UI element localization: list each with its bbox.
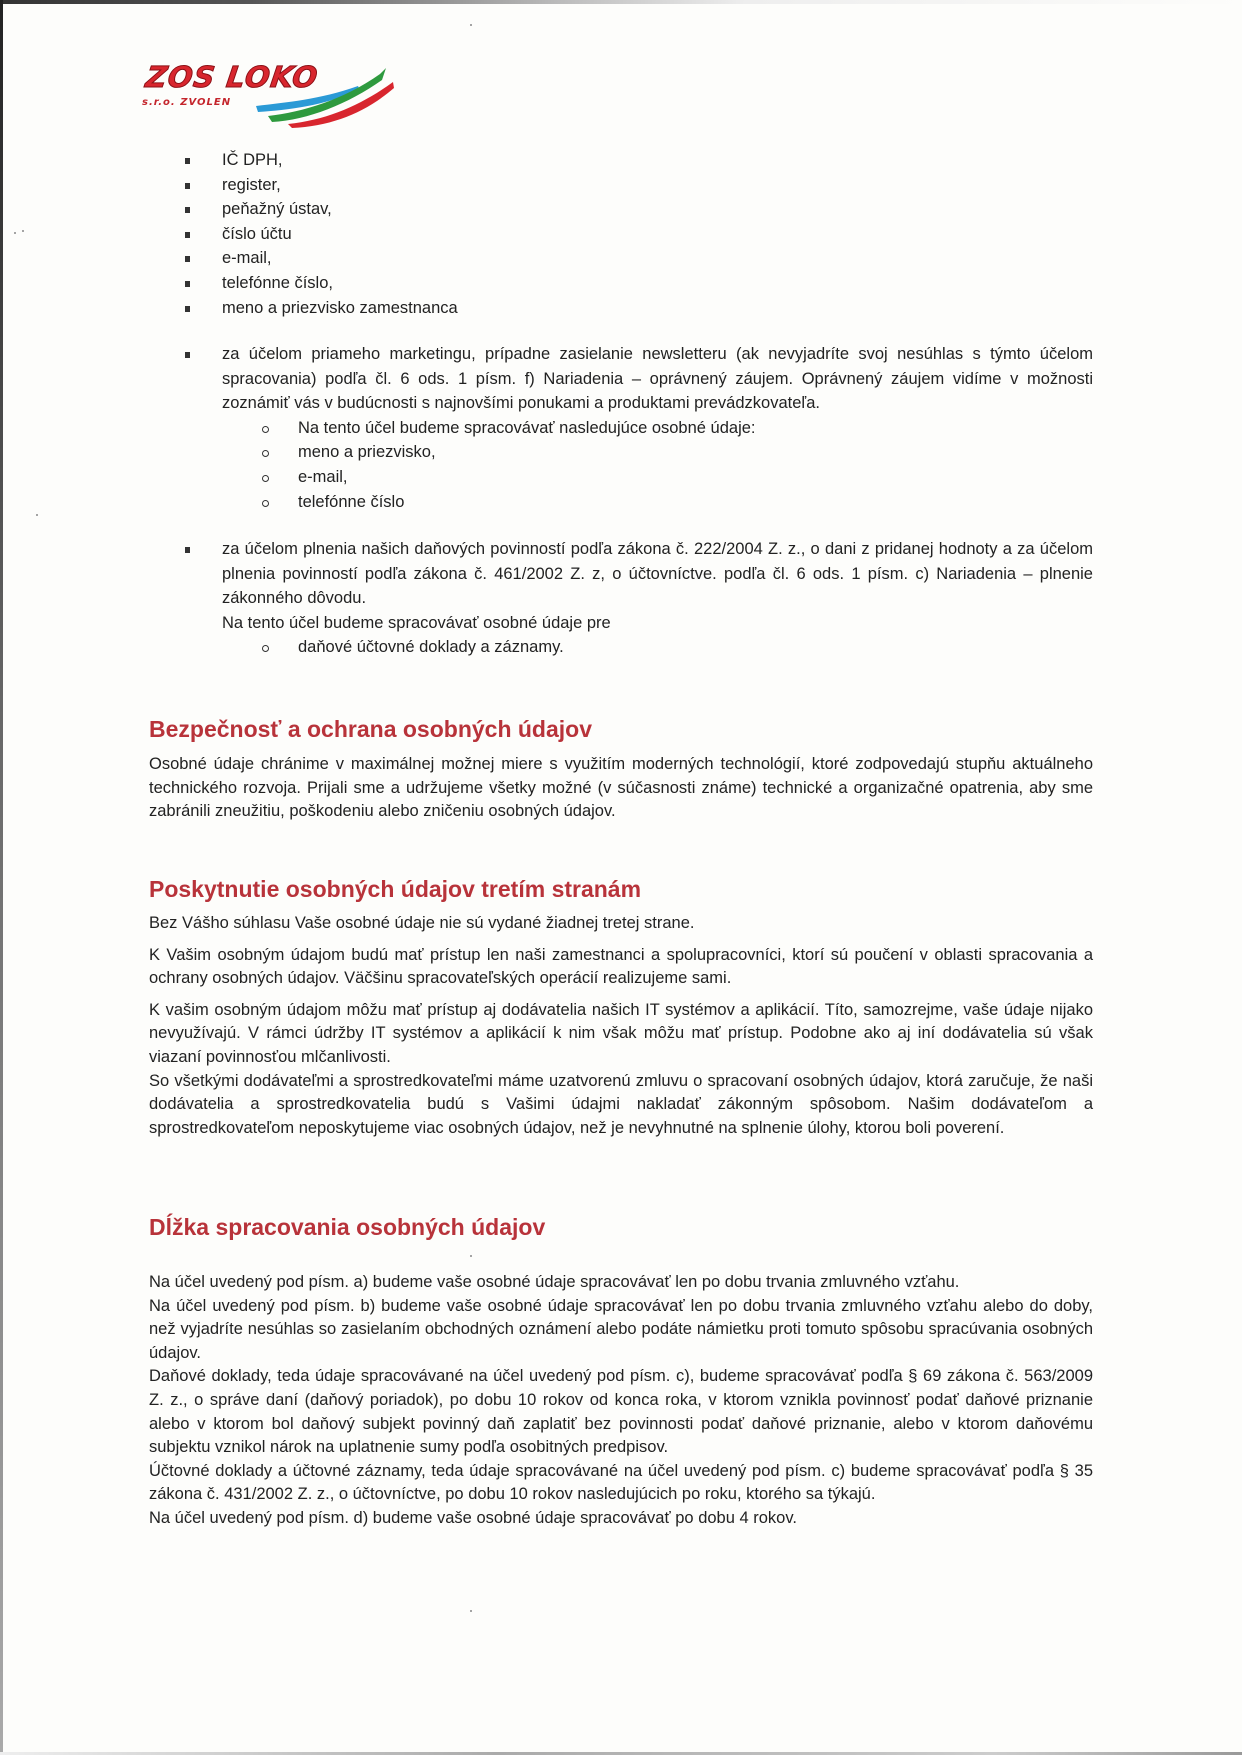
logo-subtitle: s.r.o. ZVOLEN xyxy=(142,97,232,108)
square-bullet-icon xyxy=(185,232,190,238)
tax-purpose-text-wrap xyxy=(185,537,1093,611)
list-item-text: IČ DPH, xyxy=(222,151,283,169)
paragraph: Osobné údaje chránime v maximálnej možnej miere s využitím moderných technológií, ktoré zodpovedajú stupňu aktuálneho technického rozvoja. Prijali sme a udržujeme všetky možné (v súčasnosti známe) technické a organizačné opatrenia, aby sme zabránili zneužitiu, poškodeniu alebo zničeniu osobných údajov. xyxy=(149,755,1093,821)
circle-bullet-icon xyxy=(262,475,269,482)
circle-bullet-icon xyxy=(262,426,269,433)
marketing-purpose-block xyxy=(185,342,1093,514)
scan-speck xyxy=(470,1610,472,1612)
section-heading-third-parties: Poskytnutie osobných údajov tretím stranám xyxy=(149,876,642,902)
tax-sub-list xyxy=(185,635,1093,660)
paragraph: Na účel uvedený pod písm. b) budeme vaše osobné údaje spracovávať len po dobu trvania zmluvného vzťahu alebo do doby, než vyjadríte nesúhlas so zasielaním obchodných oznámení alebo podáte námietku proti tomuto spôsobu spracúvania osobných údajov. xyxy=(149,1296,1093,1362)
logo-wordmark: ZOS LOKO xyxy=(143,60,321,94)
section-body-third-parties xyxy=(149,912,1093,1140)
sub-list-item-text: Na tento účel budeme spracovávať nasledujúce osobné údaje: xyxy=(298,418,756,437)
section-heading-security: Bezpečnosť a ochrana osobných údajov xyxy=(149,716,593,742)
company-logo xyxy=(138,58,398,128)
marketing-purpose-text-wrap xyxy=(185,342,1093,416)
scan-speck xyxy=(470,24,472,26)
list-item-text: telefónne číslo, xyxy=(222,273,333,292)
sub-list-item-text: meno a priezvisko, xyxy=(298,443,436,462)
square-bullet-icon xyxy=(185,547,190,553)
list-item xyxy=(185,197,458,222)
scan-speck xyxy=(470,1255,472,1257)
paragraph: Na účel uvedený pod písm. a) budeme vaše osobné údaje spracovávať len po dobu trvania zmluvného vzťahu. xyxy=(149,1273,960,1291)
list-item-text: meno a priezvisko zamestnanca xyxy=(222,298,458,317)
section-body-security xyxy=(149,753,1093,824)
square-bullet-icon xyxy=(185,306,190,312)
circle-bullet-icon xyxy=(262,500,269,507)
list-item-text: číslo účtu xyxy=(222,224,292,243)
scan-edge-left xyxy=(0,0,3,1755)
sub-list-item-text: e-mail, xyxy=(298,467,348,486)
paragraph: Účtovné doklady a účtovné záznamy, teda údaje spracovávané na účel uvedený pod písm. c) budeme spracovávať podľa § 35 zákona č. 431/2002 Z. z., o účtovníctve, po dobu 10 rokov nasledujúcich po roku, ktorého sa týkajú. xyxy=(149,1461,1093,1504)
scan-edge-top xyxy=(0,0,1242,4)
paragraph: So všetkými dodávateľmi a sprostredkovateľmi máme uzatvorenú zmluvu o spracovaní osobných údajov, ktorá zaručuje, že naši dodávatelia a sprostredkovatelia budú s Vašimi údajmi nakladať zákonným spôsobom. Našim dodávateľom a sprostredkovateľom neposkytujeme viac osobných údajov, než je nevyhnutné na splnenie úlohy, ktorou boli poverení. xyxy=(149,1071,1093,1137)
sub-list-item xyxy=(260,440,1093,465)
paragraph: K vašim osobným údajom môžu mať prístup aj dodávatelia našich IT systémov a aplikácií. Títo, samozrejme, vaše údaje nijako nevyužívajú. V rámci údržby IT systémov a aplikácií k nim však môžu mať prístup. Podobne ako aj iní dodávatelia sú však viazaní povinnosťou mlčanlivosti. xyxy=(149,1000,1093,1066)
scan-speck xyxy=(14,232,16,234)
list-item xyxy=(185,148,458,173)
paragraph: Bez Vášho súhlasu Vaše osobné údaje nie sú vydané žiadnej tretej strane. xyxy=(149,914,695,932)
circle-bullet-icon xyxy=(262,450,269,457)
paragraph: Daňové doklady, teda údaje spracovávané na účel uvedený pod písm. c), budeme spracovávať podľa § 69 zákona č. 563/2009 Z. z., o správe daní (daňový poriadok), po dobu 10 rokov od konca roka, v ktorom vznikla povinnosť podať daňové priznanie alebo v ktorom bol daňový subjekt povinný daň zaplatiť bez povinnosti podať daňové priznanie, alebo v ktorom daňovému subjektu vznikol nárok na uplatnenie sumy podľa osobitných predpisov. xyxy=(149,1367,1093,1457)
square-bullet-icon xyxy=(185,281,190,287)
circle-bullet-icon xyxy=(262,645,269,652)
list-item-text: e-mail, xyxy=(222,249,272,268)
sub-list-item-text: daňové účtovné doklady a záznamy. xyxy=(298,638,564,657)
sub-list-item xyxy=(260,635,1093,660)
paragraph: K Vašim osobným údajom budú mať prístup len naši zamestnanci a spolupracovníci, ktorí sú poučení v oblasti spracovania a ochrany osobných údajov. Väčšinu spracovateľských operácií realizujeme sami. xyxy=(149,945,1093,988)
marketing-sub-list xyxy=(185,416,1093,514)
square-bullet-icon xyxy=(185,158,190,164)
list-item xyxy=(185,173,458,198)
square-bullet-icon xyxy=(185,207,190,213)
section-body-retention xyxy=(149,1271,1093,1531)
sub-list-item xyxy=(260,416,1093,441)
scan-speck xyxy=(36,514,38,516)
list-item-text: peňažný ústav, xyxy=(222,200,332,219)
list-item xyxy=(185,296,458,321)
sub-list-item-text: telefónne číslo xyxy=(298,492,405,511)
tax-purpose-line: Na tento účel budeme spracovávať osobné údaje pre xyxy=(222,613,611,632)
list-item xyxy=(185,222,458,247)
square-bullet-icon xyxy=(185,352,190,358)
section-heading-retention: Dĺžka spracovania osobných údajov xyxy=(149,1214,546,1240)
data-fields-list xyxy=(185,148,458,320)
square-bullet-icon xyxy=(185,256,190,262)
list-item xyxy=(185,246,458,271)
list-item xyxy=(185,271,458,296)
marketing-purpose-text: za účelom priameho marketingu, prípadne zasielanie newsletteru (ak nevyjadríte svoj nesúhlas s týmto účelom spracovania) podľa čl. 6 ods. 1 písm. f) Nariadenia – oprávnený záujem. Oprávnený záujem vidíme v možnosti zoznámiť vás v budúcnosti s najnovšími ponukami a produktami prevádzkovateľa. xyxy=(222,345,1093,413)
tax-purpose-block xyxy=(185,537,1093,660)
sub-list-item xyxy=(260,490,1093,515)
square-bullet-icon xyxy=(185,183,190,189)
tax-purpose-text: za účelom plnenia našich daňových povinností podľa zákona č. 222/2004 Z. z., o dani z pridanej hodnoty a za účelom plnenia povinností podľa zákona č. 461/2002 Z. z, o účtovníctve. podľa čl. 6 ods. 1 písm. c) Nariadenia – plnenie zákonného dôvodu. xyxy=(222,540,1093,608)
scan-speck xyxy=(22,230,24,232)
paragraph: Na účel uvedený pod písm. d) budeme vaše osobné údaje spracovávať po dobu 4 rokov. xyxy=(149,1508,797,1527)
sub-list-item xyxy=(260,465,1093,490)
list-item-text: register, xyxy=(222,175,281,194)
